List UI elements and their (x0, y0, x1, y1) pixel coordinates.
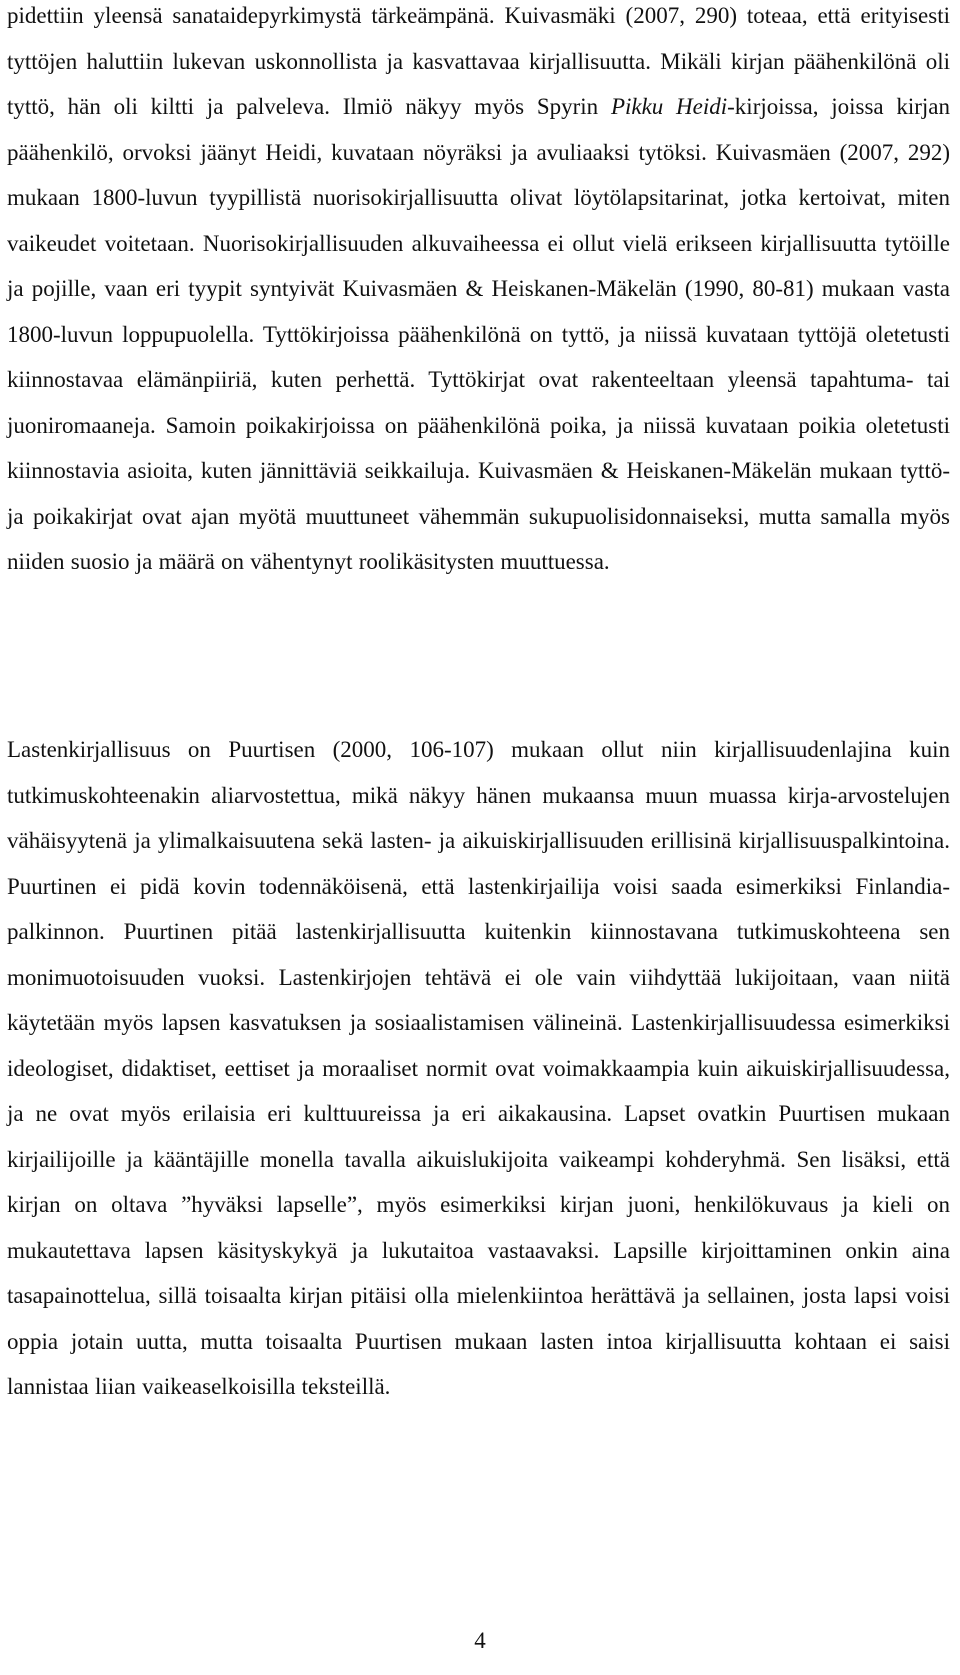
body-paragraph-1 (7, 0, 950, 585)
book-title-italic: Pikku Heidi (610, 94, 728, 119)
paragraph-1-text-end: -kirjoissa, joissa kirjan päähenkilö, orvoksi jäänyt Heidi, kuvataan nöyräksi ja avuliaaksi tytöksi. Kuivasmäen (2007, 292) mukaan 1800-luvun tyypillistä nuorisokirjallisuutta olivat löytölapsitarinat, jotka kertoivat, miten vaikeudet voitetaan. Nuorisokirjallisuuden alkuvaiheessa ei ollut vielä erikseen kirjallisuutta tytöille ja pojille, vaan eri tyypit syntyivät Kuivasmäen & Heiskanen-Mäkelän (1990, 80-81) mukaan vasta 1800-luvun loppupuolella. Tyttökirjoissa päähenkilönä on tyttö, ja niissä kuvataan tyttöjä oletetusti kiinnostavaa elämänpiiriä, kuten perhettä. Tyttökirjat ovat rakenteeltaan yleensä tapahtuma- tai juoniromaaneja. Samoin poikakirjoissa on päähenkilönä poika, ja niissä kuvataan poikia oletetusti kiinnostavia asioita, kuten jännittäviä seikkailuja. Kuivasmäen & Heiskanen-Mäkelän mukaan tyttö- ja poikakirjat ovat ajan myötä muuttuneet vähemmän sukupuolisidonnaiseksi, mutta samalla myös niiden suosio ja määrä on vähentynyt roolikäsitysten muuttuessa. (7, 94, 951, 574)
body-paragraph-2: Lastenkirjallisuus on Puurtisen (2000, 106-107) mukaan ollut niin kirjallisuudenlajina kuin tutkimuskohteenakin aliarvostettua, mikä näkyy hänen mukaansa muun muassa kirja-arvostelujen vähäisyytenä ja ylimalkaisuutena sekä lasten- ja aikuiskirjallisuuden erillisinä kirjallisuuspalkintoina. Puurtinen ei pidä kovin todennäköisenä, että lastenkirjailija voisi saada esimerkiksi Finlandia-palkinnon. Puurtinen pitää lastenkirjallisuutta kuitenkin kiinnostavana tutkimuskohteena sen monimuotoisuuden vuoksi. Lastenkirjojen tehtävä ei ole vain viihdyttää lukijoitaan, vaan niitä käytetään myös lapsen kasvatuksen ja sosiaalistamisen välineinä. Lastenkirjallisuudessa esimerkiksi ideologiset, didaktiset, eettiset ja moraaliset normit ovat voimakkaampia kuin aikuiskirjallisuudessa, ja ne ovat myös erilaisia eri kulttuureissa ja eri aikakausina. Lapset ovatkin Puurtisen mukaan kirjailijoille ja kääntäjille monella tavalla aikuislukijoita vaikeampi kohderyhmä. Sen lisäksi, että kirjan on oltava ”hyväksi lapselle”, myös esimerkiksi kirjan juoni, henkilökuvaus ja kieli on mukautettava lapsen käsityskykyä ja lukutaitoa vastaavaksi. Lapsille kirjoittaminen onkin aina tasapainottelua, sillä toisaalta kirjan pitäisi olla mielenkiintoa herättävä ja sellainen, josta lapsi voisi oppia jotain uutta, mutta toisaalta Puurtisen mukaan lasten intoa kirjallisuutta kohtaan ei saisi lannistaa liian vaikeaselkoisilla teksteillä. (7, 737, 950, 1399)
paragraph-1-text-start: pidettiin yleensä sanataidepyrkimystä tärkeämpänä. Kuivasmäki (2007, 290) toteaa, että erityisesti tyttöjen haluttiin lukevan uskonnollista ja kasvattavaa kirjallisuutta. Mikäli kirjan päähenkilönä oli tyttö, hän oli kiltti ja palveleva. Ilmiö näkyy myös Spyrin (7, 3, 950, 119)
page-number: 4 (474, 1628, 486, 1653)
